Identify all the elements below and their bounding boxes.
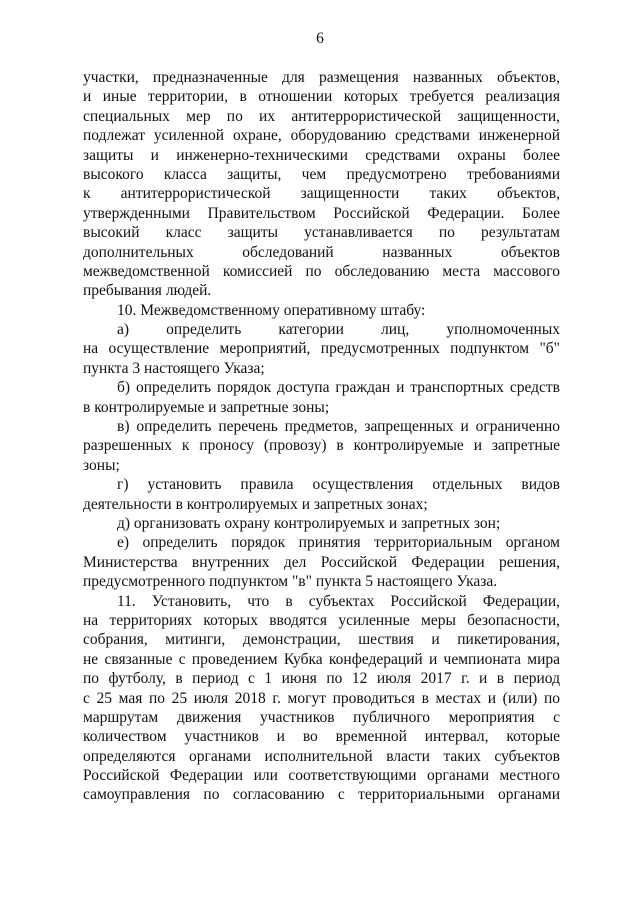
text-line: защиты и инженерно-техническими средствами охраны более xyxy=(83,146,560,164)
text-line: пункта 3 настоящего Указа; xyxy=(83,359,265,377)
text-line: утвержденными Правительством Российской Федерации. Более xyxy=(83,204,560,222)
text-line: г) установить правила осуществления отдельных видов xyxy=(117,476,560,494)
text-line: 10. Межведомственному оперативному штабу: xyxy=(117,301,426,319)
text-line: е) определить порядок принятия территориальным органом xyxy=(117,534,560,552)
text-line: деятельности в контролируемых и запретных зонах; xyxy=(83,495,428,513)
text-line: зоны; xyxy=(83,456,120,474)
text-line: на осуществление мероприятий, предусмотренных подпунктом "б" xyxy=(83,340,560,358)
text-line: а) определить категории лиц, уполномоченных xyxy=(117,321,560,339)
text-line: участки, предназначенные для размещения названных объектов, xyxy=(83,69,560,86)
text-line: предусмотренного подпунктом "в" пункта 5 настоящего Указа. xyxy=(83,573,498,591)
document-body xyxy=(83,68,560,805)
text-line: самоуправления по согласованию с территориальными органами xyxy=(83,786,560,804)
text-line: не связанные с проведением Кубка конфедераций и чемпионата мира xyxy=(83,650,560,668)
text-line: в) определить перечень предметов, запрещенных и ограниченно xyxy=(117,418,560,436)
text-line: высокого класса защиты, чем предусмотрено требованиями xyxy=(83,165,560,183)
text-line: д) организовать охрану контролируемых и запретных зон; xyxy=(117,514,501,532)
text-line: дополнительных обследований названных объектов xyxy=(83,243,560,261)
text-line: Министерства внутренних дел Российской Федерации решения, xyxy=(83,553,560,571)
page-number: 6 xyxy=(316,30,324,47)
text-line: определяются органами исполнительной власти таких субъектов xyxy=(83,747,560,765)
text-line: в контролируемые и запретные зоны; xyxy=(83,398,330,416)
text-line: подлежат усиленной охране, оборудованию средствами инженерной xyxy=(83,127,560,145)
text-line: 11. Установить, что в субъектах Российской Федерации, xyxy=(117,592,560,610)
text-line: и иные территории, в отношении которых требуется реализация xyxy=(83,88,560,106)
text-line: высокий класс защиты устанавливается по результатам xyxy=(83,224,560,242)
text-line: Российской Федерации или соответствующими органами местного xyxy=(83,767,560,785)
text-line: разрешенных к проносу (провозу) в контролируемые и запретные xyxy=(83,437,560,455)
text-line: б) определить порядок доступа граждан и транспортных средств xyxy=(117,379,560,397)
text-line: маршрутам движения участников публичного мероприятия с xyxy=(83,708,560,726)
text-line: с 25 мая по 25 июля 2018 г. могут проводиться в местах и (или) по xyxy=(83,689,560,707)
text-line: собрания, митинги, демонстрации, шествия и пикетирования, xyxy=(83,631,560,649)
text-line: специальных мер по их антитеррористической защищенности, xyxy=(83,107,560,125)
text-line: на территориях которых вводятся усиленные меры безопасности, xyxy=(83,611,560,629)
text-line: по футболу, в период с 1 июня по 12 июля 2017 г. и в период xyxy=(83,670,560,688)
text-line: количеством участников и во временной интервал, которые xyxy=(83,728,560,746)
text-line: к антитеррористической защищенности таких объектов, xyxy=(83,185,560,203)
text-line: пребывания людей. xyxy=(83,282,212,300)
text-line: межведомственной комиссией по обследованию места массового xyxy=(83,262,560,280)
